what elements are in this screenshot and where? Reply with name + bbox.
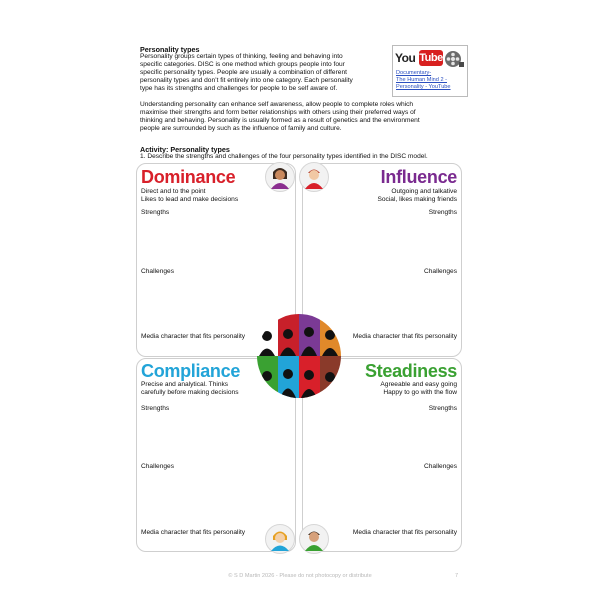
- youtube-logo-you: You: [395, 51, 416, 65]
- steadiness-media-field[interactable]: Media character that fits personality: [352, 529, 457, 536]
- youtube-logo: [395, 50, 441, 67]
- intro-line: thinking and behaving. Personality is usually formed as a result of genetics and the environment: [140, 117, 420, 125]
- description-line: Precise and analytical. Thinks: [141, 381, 229, 388]
- intro-paragraph-wide: [140, 101, 470, 133]
- intro-line: Personality groups certain types of thinking, feeling and behaving into: [140, 53, 343, 60]
- steadiness-strengths-field[interactable]: Strengths: [428, 405, 457, 412]
- description-line: Likes to lead and make decisions: [141, 196, 239, 204]
- silhouette-group-icon: [257, 314, 341, 398]
- page-number: 7: [455, 573, 459, 579]
- influence-challenges-field[interactable]: Challenges: [424, 268, 457, 275]
- dominance-avatar: [265, 162, 295, 192]
- compliance-challenges-field[interactable]: Challenges: [141, 463, 174, 470]
- person-icon: [300, 525, 328, 553]
- activity-question: 1. Describe the strengths and challenges of the four personality types identified in the DISC model.: [140, 153, 428, 160]
- intro-line: maximise their strengths and form better relationships with others using their preferred ways of: [140, 109, 416, 117]
- video-link-line[interactable]: Documentary-: [396, 70, 432, 76]
- steadiness-avatar: [299, 524, 329, 554]
- video-link-line[interactable]: Personality - YouTube: [396, 84, 451, 90]
- activity-title: Activity: Personality types: [140, 145, 230, 154]
- description-line: Outgoing and talkative: [391, 188, 457, 195]
- influence-title: Influence: [380, 167, 457, 187]
- youtube-logo-tube: Tube: [419, 52, 443, 64]
- description-line: Happy to go with the flow: [383, 389, 457, 397]
- dominance-media-field[interactable]: Media character that fits personality: [141, 333, 246, 340]
- person-icon: [266, 525, 294, 553]
- person-icon: [300, 163, 328, 191]
- intro-line: type has its strengths and challenges for people to be self aware of.: [140, 85, 338, 93]
- description-line: carefully before making decisions: [141, 389, 239, 397]
- intro-line: people are surrounded by such as the influence of family and culture.: [140, 125, 342, 133]
- person-icon: [266, 163, 294, 191]
- compliance-title: Compliance: [141, 361, 241, 381]
- dominance-challenges-field[interactable]: Challenges: [141, 268, 174, 275]
- influence-media-field[interactable]: Media character that fits personality: [352, 333, 457, 340]
- video-link-line[interactable]: The Human Mind 2 -: [396, 77, 447, 83]
- compliance-media-field[interactable]: Media character that fits personality: [141, 529, 246, 536]
- description-line: Agreeable and easy going: [380, 381, 457, 388]
- compliance-description: [141, 381, 239, 398]
- intro-line: specific categories. DISC is one method which groups people into four: [140, 61, 345, 69]
- influence-strengths-field[interactable]: Strengths: [428, 209, 457, 216]
- dominance-description: [141, 188, 238, 205]
- description-line: Direct and to the point: [141, 188, 206, 195]
- youtube-video-card[interactable]: [392, 45, 468, 97]
- film-reel-icon: [444, 49, 464, 69]
- description-line: Social, likes making friends: [377, 196, 457, 204]
- dominance-title: Dominance: [141, 167, 236, 187]
- disc-silhouette-wheel: [257, 314, 341, 398]
- intro-line: Understanding personality can enhance self awareness, allow people to complete roles which: [140, 101, 414, 108]
- compliance-strengths-field[interactable]: Strengths: [141, 405, 170, 412]
- dominance-strengths-field[interactable]: Strengths: [141, 209, 170, 216]
- influence-description: [377, 188, 457, 205]
- compliance-avatar: [265, 524, 295, 554]
- influence-avatar: [299, 162, 329, 192]
- intro-title: Personality types: [140, 45, 200, 54]
- intro-line: personality types and don’t fit entirely into one category. Each personality: [140, 77, 353, 85]
- intro-line: specific personality types. People are usually a combination of different: [140, 69, 347, 77]
- video-link[interactable]: [396, 70, 464, 91]
- steadiness-challenges-field[interactable]: Challenges: [424, 463, 457, 470]
- intro-paragraph-narrow: [140, 53, 390, 93]
- steadiness-description: [380, 381, 457, 398]
- copyright-footer: © S D Martin 2026 - Please do not photocopy or distribute: [228, 573, 372, 579]
- steadiness-title: Steadiness: [364, 361, 457, 381]
